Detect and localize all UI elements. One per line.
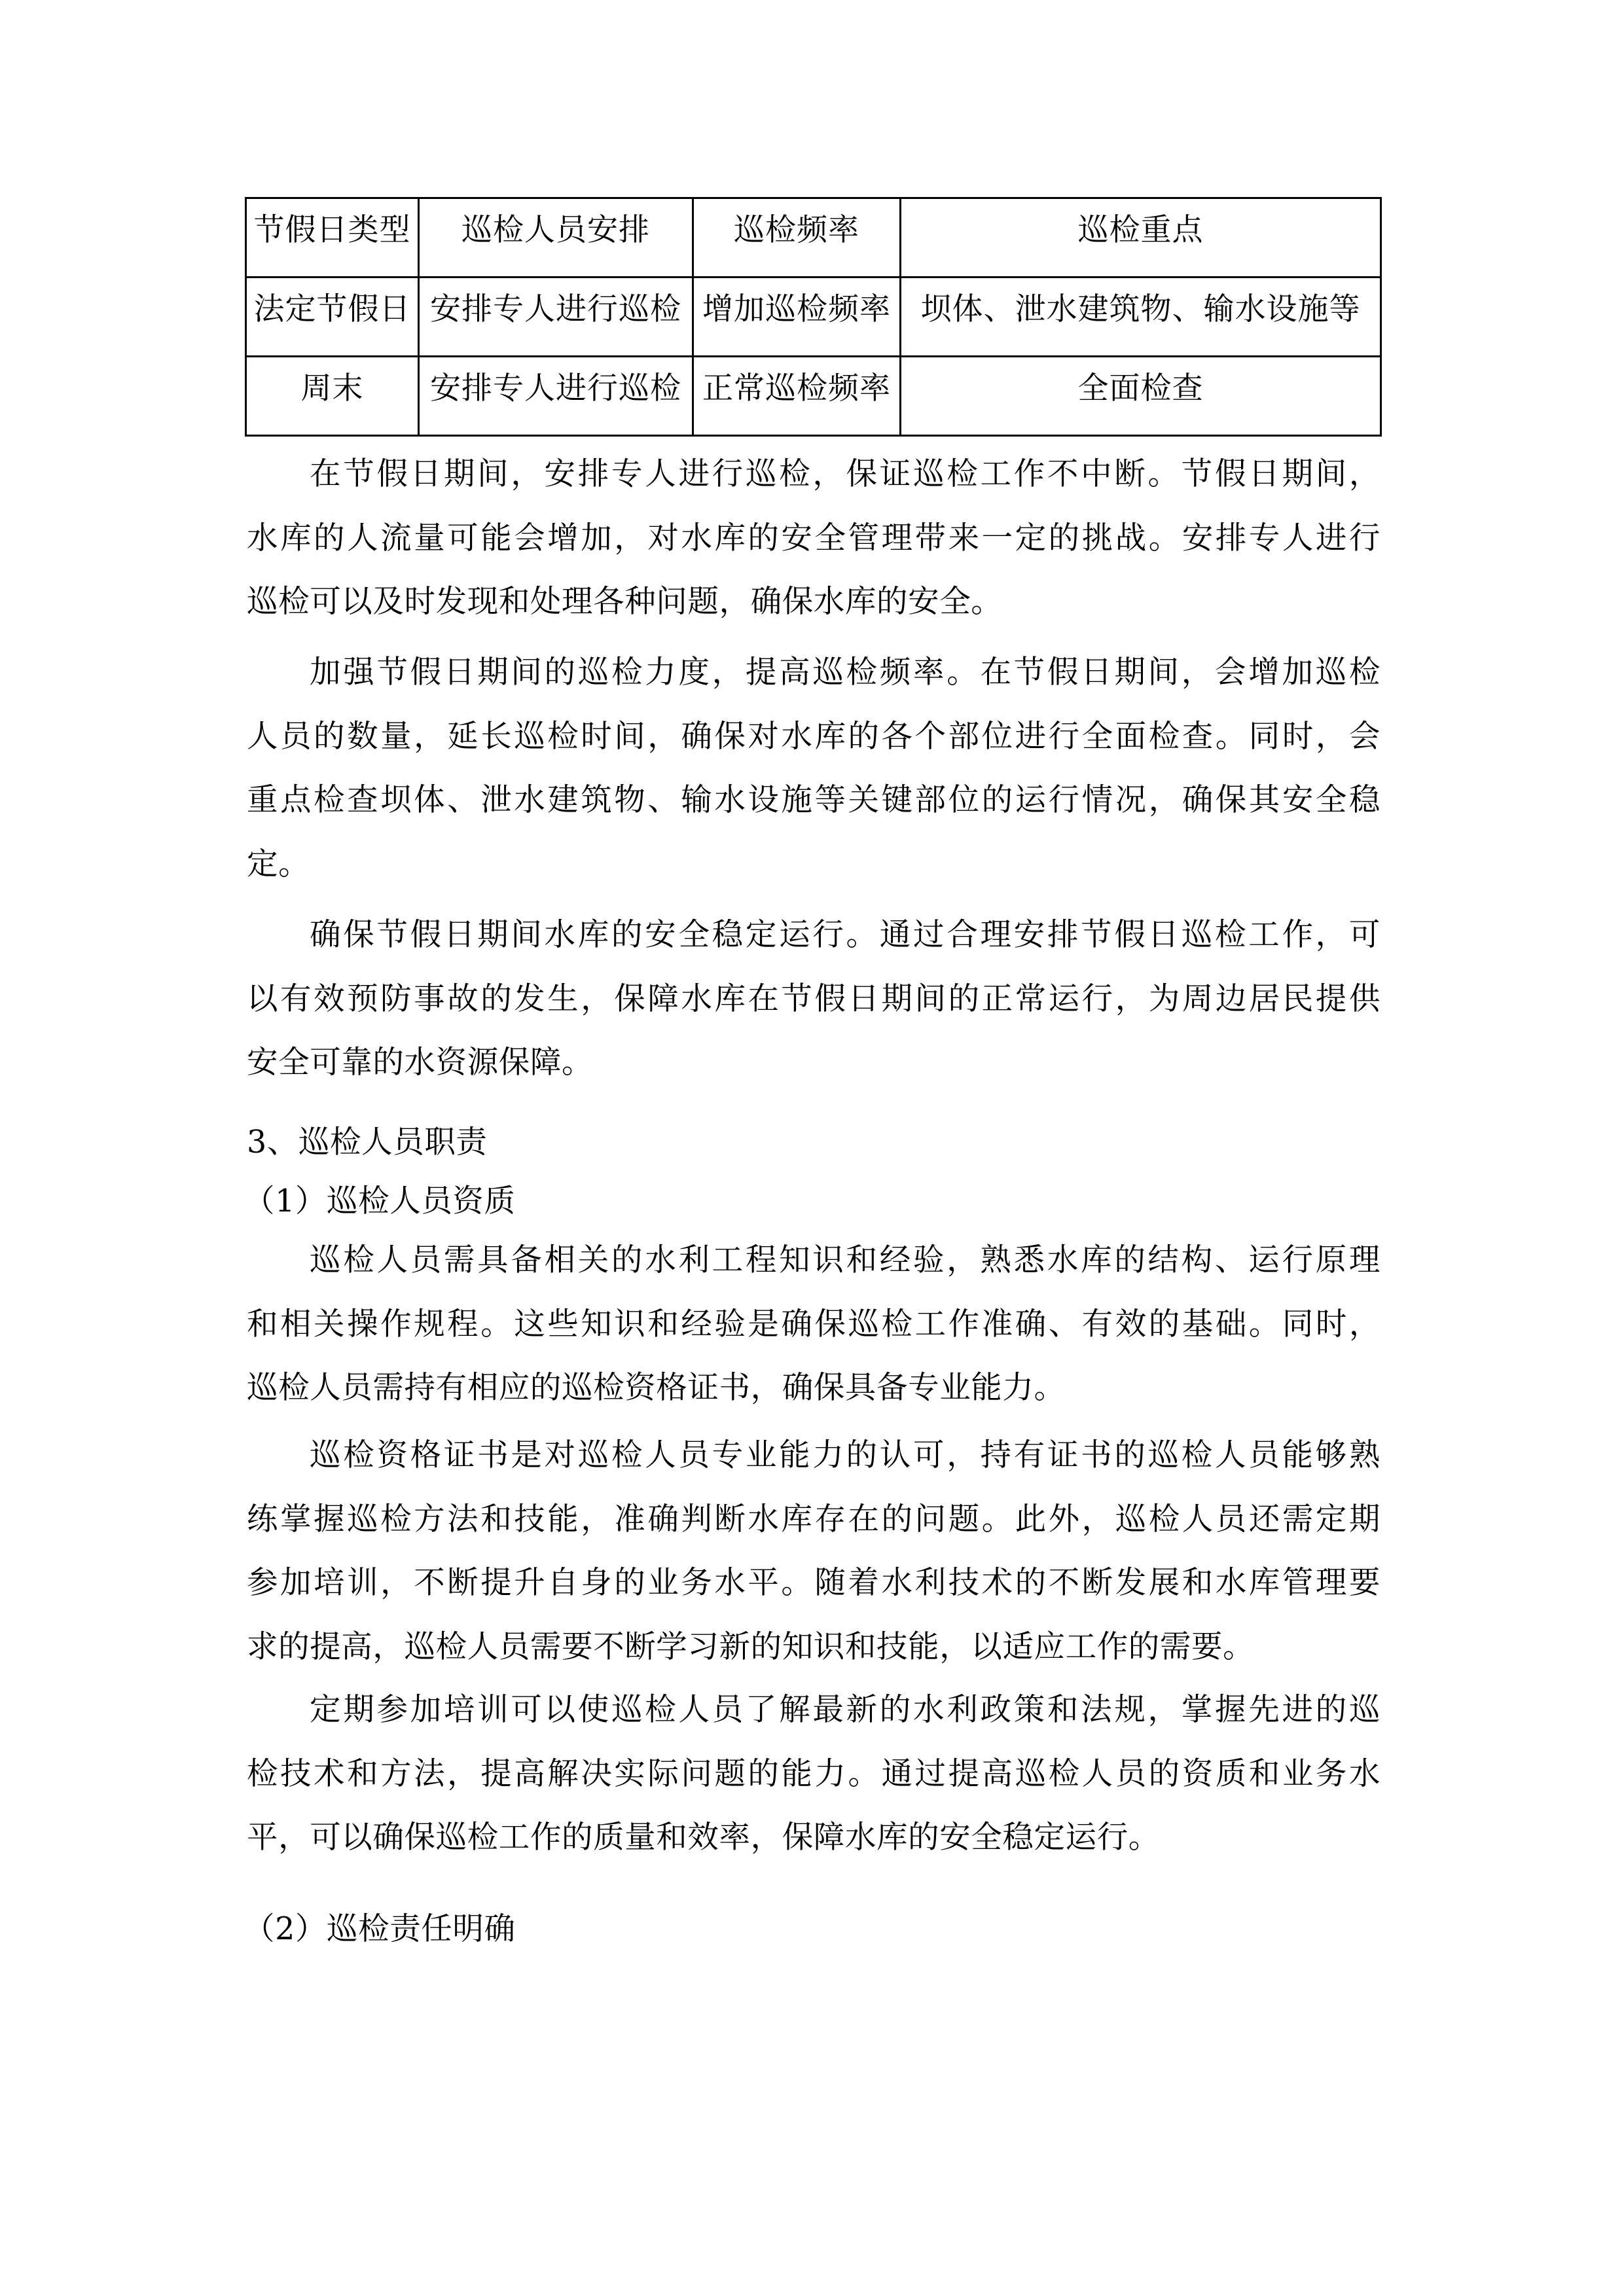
table-header-cell: 节假日类型 bbox=[246, 198, 419, 278]
table-cell: 增加巡检频率 bbox=[693, 278, 901, 357]
table-cell: 安排专人进行巡检 bbox=[419, 278, 693, 357]
table-header-cell: 巡检人员安排 bbox=[419, 198, 693, 278]
body-paragraph: 加强节假日期间的巡检力度，提高巡检频率。在节假日期间，会增加巡检 人员的数量，延长巡检时间，确保对水库的各个部位进行全面检查。同时，会 重点检查坝体、泄水建筑物、输水设施等关键部位的运行情况，确保其安全稳 定。 bbox=[247, 655, 1380, 882]
table-cell: 坝体、泄水建筑物、输水设施等 bbox=[901, 278, 1381, 357]
table-header-cell: 巡检重点 bbox=[901, 198, 1381, 278]
section-heading: 3、巡检人员职责 bbox=[247, 1124, 488, 1160]
body-paragraph: 巡检人员需具备相关的水利工程知识和经验，熟悉水库的结构、运行原理 和相关操作规程。这些知识和经验是确保巡检工作准确、有效的基础。同时， 巡检人员需持有相应的巡检资格证书，确保具备专业能力。 bbox=[247, 1242, 1380, 1406]
table-row bbox=[246, 278, 1381, 357]
body-paragraph: 确保节假日期间水库的安全稳定运行。通过合理安排节假日巡检工作，可 以有效预防事故的发生，保障水库在节假日期间的正常运行，为周边居民提供 安全可靠的水资源保障。 bbox=[247, 917, 1380, 1081]
subsection-heading: （1）巡检人员资质 bbox=[244, 1183, 516, 1219]
body-paragraph: 在节假日期间，安排专人进行巡检，保证巡检工作不中断。节假日期间， 水库的人流量可能会增加，对水库的安全管理带来一定的挑战。安排专人进行 巡检可以及时发现和处理各种问题，确保水库的安全。 bbox=[247, 456, 1380, 620]
table-cell: 法定节假日 bbox=[246, 278, 419, 357]
table-cell: 全面检查 bbox=[901, 357, 1381, 436]
table-cell: 安排专人进行巡检 bbox=[419, 357, 693, 436]
table-header-row bbox=[246, 198, 1381, 278]
table-header-cell: 巡检频率 bbox=[693, 198, 901, 278]
holiday-inspection-table bbox=[245, 197, 1382, 437]
table-cell: 正常巡检频率 bbox=[693, 357, 901, 436]
subsection-heading: （2）巡检责任明确 bbox=[244, 1911, 516, 1947]
body-paragraph: 定期参加培训可以使巡检人员了解最新的水利政策和法规，掌握先进的巡 检技术和方法，提高解决实际问题的能力。通过提高巡检人员的资质和业务水 平，可以确保巡检工作的质量和效率，保障水库的安全稳定运行。 bbox=[247, 1692, 1380, 1856]
body-paragraph: 巡检资格证书是对巡检人员专业能力的认可，持有证书的巡检人员能够熟 练掌握巡检方法和技能，准确判断水库存在的问题。此外，巡检人员还需定期 参加培训，不断提升自身的业务水平。随着水利技术的不断发展和水库管理要 求的提高，巡检人员需要不断学习新的知识和技能，以适应工作的需要。 bbox=[247, 1437, 1380, 1665]
table-cell: 周末 bbox=[246, 357, 419, 436]
table-row bbox=[246, 357, 1381, 436]
